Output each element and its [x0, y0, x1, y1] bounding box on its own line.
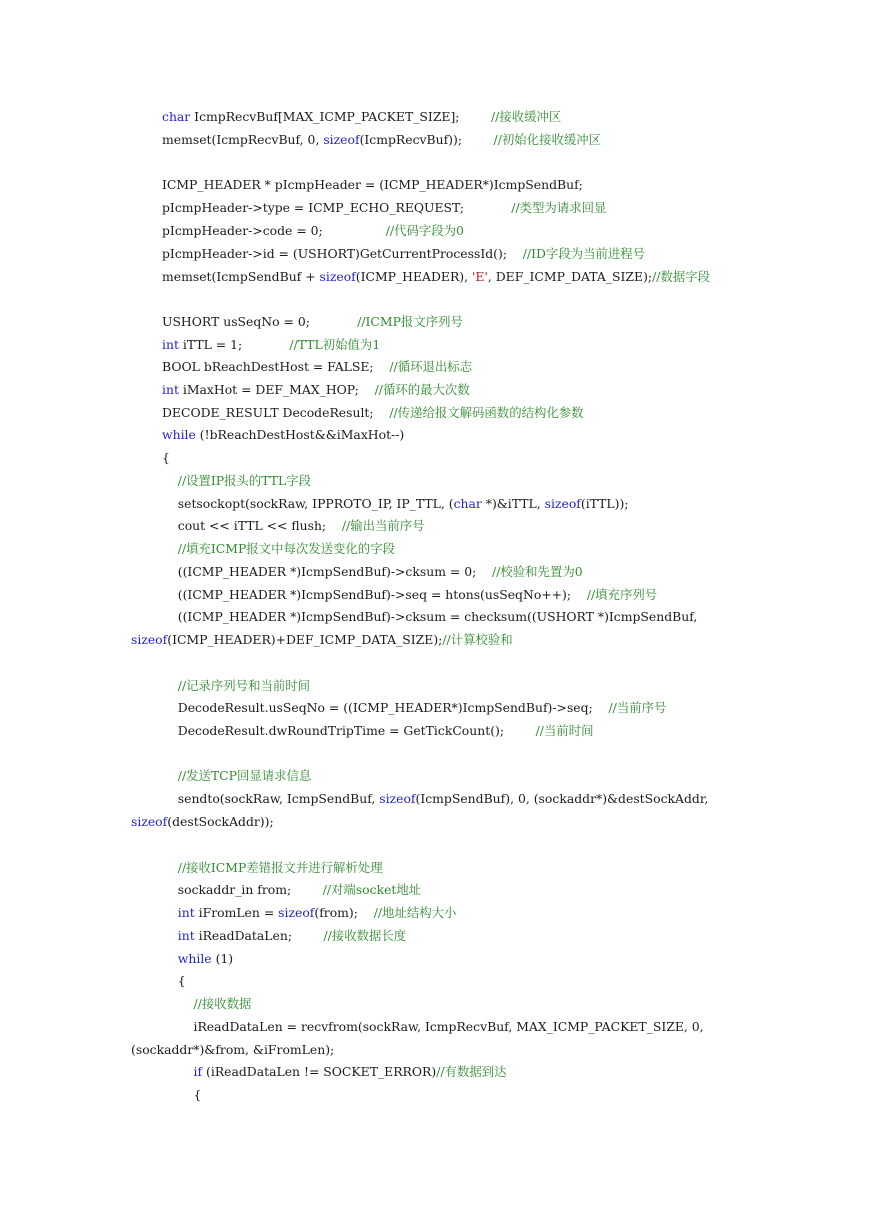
- code-text: [162, 905, 178, 920]
- code-comment: //地址结构大小: [373, 905, 457, 920]
- code-line: [162, 450, 170, 466]
- code-line: [131, 814, 274, 830]
- code-line: [162, 1064, 507, 1080]
- code-keyword: char: [162, 109, 191, 124]
- code-line: [162, 996, 251, 1012]
- code-line: [162, 1087, 201, 1103]
- code-keyword: sizeof: [323, 132, 360, 147]
- code-text: (1): [211, 951, 234, 966]
- code-text: sockaddr_in from;: [162, 882, 323, 897]
- code-text: memset(IcmpRecvBuf, 0,: [162, 132, 324, 147]
- code-line: [162, 427, 404, 443]
- code-comment: //传递给报文解码函数的结构化参数: [389, 405, 584, 420]
- code-line: [162, 1019, 704, 1035]
- code-keyword: sizeof: [131, 632, 168, 647]
- code-comment: //设置IP报头的TTL字段: [177, 473, 312, 488]
- code-text: ((ICMP_HEADER *)IcmpSendBuf)->cksum = 0;: [162, 564, 493, 579]
- code-keyword: sizeof: [379, 791, 416, 806]
- code-text: ((ICMP_HEADER *)IcmpSendBuf)->cksum = checksum((USHORT *)IcmpSendBuf,: [162, 609, 698, 624]
- code-line: [162, 882, 421, 898]
- code-text: memset(IcmpSendBuf +: [162, 269, 320, 284]
- code-text: (from);: [314, 905, 374, 920]
- code-text: (iTTL));: [580, 496, 629, 511]
- code-comment: //有数据到达: [436, 1064, 507, 1079]
- code-comment: //TTL初始值为1: [289, 337, 381, 352]
- code-keyword: sizeof: [544, 496, 581, 511]
- code-text: iTTL = 1;: [178, 337, 290, 352]
- code-keyword: sizeof: [131, 814, 168, 829]
- code-line: [162, 587, 657, 603]
- code-text: DecodeResult.dwRoundTripTime = GetTickCount();: [162, 723, 536, 738]
- code-text: setsockopt(sockRaw, IPPROTO_IP, IP_TTL, (: [162, 496, 454, 511]
- code-line: [162, 200, 606, 216]
- code-comment: //发送TCP回显请求信息: [177, 768, 312, 783]
- code-comment: //当前序号: [608, 700, 667, 715]
- code-line: [162, 860, 383, 876]
- code-comment: //ICMP报文序列号: [357, 314, 463, 329]
- code-text: BOOL bReachDestHost = FALSE;: [162, 359, 390, 374]
- code-comment: //类型为请求回显: [511, 200, 607, 215]
- code-line: [162, 246, 645, 262]
- code-comment: //接收数据长度: [323, 928, 407, 943]
- code-text: [162, 1064, 194, 1079]
- code-comment: //校验和先置为0: [492, 564, 583, 579]
- code-line: [162, 791, 708, 807]
- code-line: [131, 1042, 334, 1058]
- code-line: [162, 473, 311, 489]
- code-text: (ICMP_HEADER)+DEF_ICMP_DATA_SIZE);: [167, 632, 443, 647]
- code-line: [162, 382, 470, 398]
- code-text: (destSockAddr));: [167, 814, 274, 829]
- code-text: iMaxHot = DEF_MAX_HOP;: [178, 382, 375, 397]
- code-keyword: int: [177, 928, 195, 943]
- code-line: [131, 632, 513, 648]
- code-line: [162, 405, 584, 421]
- code-text: (ICMP_HEADER),: [355, 269, 472, 284]
- code-text: pIcmpHeader->id = (USHORT)GetCurrentProcessId();: [162, 246, 523, 261]
- code-text: (!bReachDestHost&&iMaxHot--): [195, 427, 405, 442]
- code-line: [162, 518, 425, 534]
- code-text: , DEF_ICMP_DATA_SIZE);: [487, 269, 653, 284]
- code-keyword: int: [177, 905, 195, 920]
- code-text: sendto(sockRaw, IcmpSendBuf,: [162, 791, 380, 806]
- code-text: [162, 473, 178, 488]
- code-text: pIcmpHeader->code = 0;: [162, 223, 386, 238]
- code-comment: //循环退出标志: [389, 359, 473, 374]
- code-line: [162, 951, 233, 967]
- code-comment: //对端socket地址: [322, 882, 422, 897]
- code-text: iReadDataLen = recvfrom(sockRaw, IcmpRecvBuf, MAX_ICMP_PACKET_SIZE, 0,: [162, 1019, 704, 1034]
- code-line: [162, 700, 666, 716]
- code-line: [162, 223, 464, 239]
- code-comment: //数据字段: [652, 269, 711, 284]
- code-text: cout << iTTL << flush;: [162, 518, 342, 533]
- code-line: [162, 768, 311, 784]
- code-line: [162, 337, 380, 353]
- code-text: ((ICMP_HEADER *)IcmpSendBuf)->seq = htons(usSeqNo++);: [162, 587, 587, 602]
- code-text: {: [162, 973, 186, 988]
- code-comment: //填充序列号: [586, 587, 658, 602]
- code-comment: //输出当前序号: [341, 518, 425, 533]
- code-text: [162, 860, 178, 875]
- code-line: [162, 109, 561, 125]
- code-keyword: while: [177, 951, 212, 966]
- code-text: [162, 928, 178, 943]
- code-text: ICMP_HEADER * pIcmpHeader = (ICMP_HEADER*)IcmpSendBuf;: [162, 177, 583, 192]
- code-comment: //接收缓冲区: [491, 109, 562, 124]
- code-line: [162, 723, 593, 739]
- code-line: [162, 905, 456, 921]
- code-text: {: [162, 1087, 202, 1102]
- code-keyword: while: [162, 427, 196, 442]
- code-comment: //ID字段为当前进程号: [522, 246, 646, 261]
- code-comment: //接收ICMP差错报文并进行解析处理: [177, 860, 383, 875]
- code-comment: //计算校验和: [442, 632, 513, 647]
- code-comment: //当前时间: [535, 723, 594, 738]
- code-text: (IcmpRecvBuf));: [359, 132, 494, 147]
- code-string: 'E': [472, 269, 488, 284]
- code-text: (sockaddr*)&from, &iFromLen);: [131, 1042, 335, 1057]
- code-keyword: sizeof: [319, 269, 356, 284]
- code-keyword: int: [162, 337, 179, 352]
- code-text: (iReadDataLen != SOCKET_ERROR): [202, 1064, 437, 1079]
- code-keyword: if: [193, 1064, 203, 1079]
- code-comment: //填充ICMP报文中每次发送变化的字段: [177, 541, 395, 556]
- code-line: [162, 359, 472, 375]
- code-text: [162, 951, 178, 966]
- code-keyword: sizeof: [278, 905, 315, 920]
- code-text: [162, 996, 194, 1011]
- code-text: iReadDataLen;: [194, 928, 324, 943]
- code-line: [162, 541, 395, 557]
- code-text: DECODE_RESULT DecodeResult;: [162, 405, 390, 420]
- code-text: iFromLen =: [194, 905, 279, 920]
- code-line: [162, 177, 583, 193]
- code-line: [162, 928, 406, 944]
- code-line: [162, 973, 186, 989]
- code-keyword: char: [453, 496, 482, 511]
- code-keyword: int: [162, 382, 179, 397]
- code-comment: //循环的最大次数: [374, 382, 470, 397]
- code-line: [162, 314, 463, 330]
- code-line: [162, 609, 697, 625]
- code-comment: //记录序列号和当前时间: [177, 678, 311, 693]
- code-text: [162, 768, 178, 783]
- code-text: {: [162, 450, 170, 465]
- code-line: [162, 496, 629, 512]
- code-text: IcmpRecvBuf[MAX_ICMP_PACKET_SIZE];: [190, 109, 491, 124]
- code-text: *)&iTTL,: [481, 496, 545, 511]
- code-text: USHORT usSeqNo = 0;: [162, 314, 358, 329]
- code-comment: //初始化接收缓冲区: [493, 132, 602, 147]
- code-text: DecodeResult.usSeqNo = ((ICMP_HEADER*)IcmpSendBuf)->seq;: [162, 700, 609, 715]
- code-text: pIcmpHeader->type = ICMP_ECHO_REQUEST;: [162, 200, 512, 215]
- code-line: [162, 564, 583, 580]
- code-comment: //接收数据: [193, 996, 252, 1011]
- code-comment: //代码字段为0: [385, 223, 464, 238]
- code-line: [162, 132, 601, 148]
- code-text: [162, 678, 178, 693]
- code-text: (IcmpSendBuf), 0, (sockaddr*)&destSockAddr,: [415, 791, 709, 806]
- code-line: [162, 678, 310, 694]
- code-line: [162, 269, 710, 285]
- code-text: [162, 541, 178, 556]
